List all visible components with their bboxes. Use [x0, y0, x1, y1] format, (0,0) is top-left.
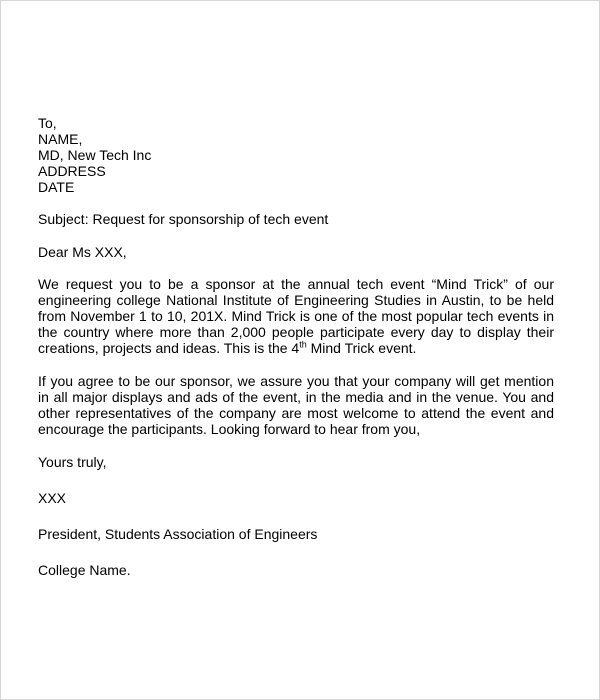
- salutation: Dear Ms XXX,: [38, 244, 127, 260]
- recipient-title: MD, New Tech Inc: [38, 147, 152, 163]
- ordinal-suffix: th: [299, 339, 307, 350]
- recipient-name: NAME,: [38, 131, 83, 147]
- recipient-block: [38, 115, 554, 195]
- recipient-address: ADDRESS: [38, 163, 106, 179]
- signer-title: President, Students Association of Engineers: [38, 526, 318, 542]
- recipient-date: DATE: [38, 179, 75, 195]
- college-name: College Name.: [38, 562, 131, 578]
- sponsorship-letter: [38, 115, 554, 578]
- paragraph-1-tail: Mind Trick event.: [306, 340, 417, 356]
- recipient-to: To,: [38, 115, 57, 131]
- signature: XXX: [38, 490, 67, 506]
- paragraph-2: If you agree to be our sponsor, we assure you that your company will get mention in all major displays and ads of the event, in the media and in the venue. You and other representatives of the company are most welcome to attend the event and encourage the participants. Looking forward to hear from you,: [38, 373, 554, 437]
- closing: Yours truly,: [38, 454, 107, 470]
- subject-line: Subject: Request for sponsorship of tech event: [38, 211, 329, 227]
- paragraph-1-text: We request you to be a sponsor at the annual tech event “Mind Trick” of our engineering college National Institute of Engineering Studies in Austin, to be held from November 1 to 10, 201X. Mind Trick is one of the most popular tech events in the country where more than 2,000 people participate every day to display their creations, projects and ideas. This is the 4: [38, 276, 554, 356]
- paragraph-1: [38, 276, 554, 356]
